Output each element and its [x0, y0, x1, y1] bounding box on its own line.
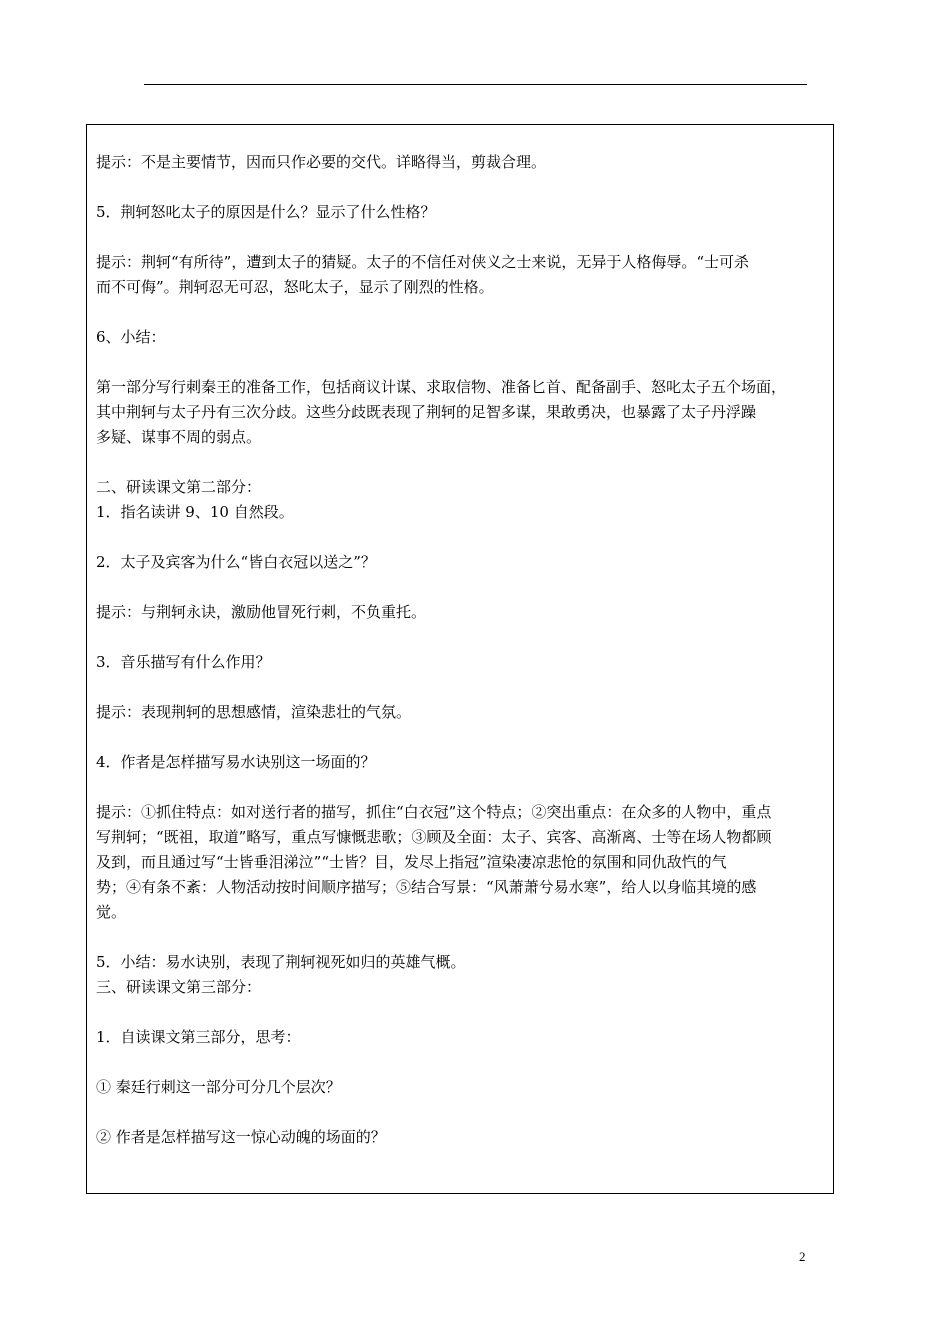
section-summary: 6、小结： [96, 328, 166, 346]
hint-text: 及到，而且通过写“士皆垂泪涕泣”“士皆？目，发尽上指冠”渲染凄凉悲怆的氛围和同仇敌忾的气 [96, 853, 727, 871]
question-2: 2．太子及宾客为什么“皆白衣冠以送之”？ [96, 553, 376, 571]
hint-text: 势；④有条不紊：人物活动按时间顺序描写；⑤结合写景：“风萧萧兮易水寒”，给人以身临其境的感 [96, 878, 757, 896]
section-heading: 三、研读课文第三部分： [96, 978, 262, 996]
hint-text: 而不可侮”。荆轲忍无可忍，怒叱太子，显示了刚烈的性格。 [96, 278, 494, 296]
page-number: 2 [799, 1249, 806, 1264]
header-rule [144, 84, 807, 85]
question-4: 4．作者是怎样描写易水诀别这一场面的？ [96, 753, 376, 771]
question-3: 3．音乐描写有什么作用？ [96, 653, 271, 671]
question-1: 1．自读课文第三部分，思考： [96, 1028, 301, 1046]
sub-question: ② 作者是怎样描写这一惊心动魄的场面的？ [96, 1128, 386, 1146]
hint-text: 写荆轲；“既祖，取道”略写，重点写慷慨悲歌；③顾及全面：太子、宾客、高渐离、士等在场人物都顾 [96, 828, 772, 846]
hint-text: 觉。 [96, 903, 127, 921]
hint-text: 提示：表现荆轲的思想感情，渲染悲壮的气氛。 [96, 703, 412, 721]
summary-paragraph: 第一部分写行刺秦王的准备工作，包括商议计谋、求取信物、准备匕首、配备副手、怒叱太子五个场面， [96, 378, 787, 396]
question-5: 5．荆轲怒叱太子的原因是什么？显示了什么性格？ [96, 203, 436, 221]
summary-paragraph: 其中荆轲与太子丹有三次分歧。这些分歧既表现了荆轲的足智多谋，果敢勇决，也暴露了太子丹浮躁 [96, 403, 757, 421]
question-1: 1．指名读讲 9、10 自然段。 [96, 503, 294, 521]
content-box [86, 124, 834, 1194]
hint-text: 提示：与荆轲永诀，激励他冒死行刺，不负重托。 [96, 603, 427, 621]
hint-text: 提示：不是主要情节，因而只作必要的交代。详略得当，剪裁合理。 [96, 153, 547, 171]
summary-line: 5．小结：易水诀别，表现了荆轲视死如归的英雄气概。 [96, 953, 466, 971]
hint-text: 提示：荆轲“有所待”，遭到太子的猜疑。太子的不信任对侠义之士来说，无异于人格侮辱。“士可杀 [96, 253, 750, 271]
hint-text: 提示：①抓住特点：如对送行者的描写，抓住“白衣冠”这个特点；②突出重点：在众多的人物中，重点 [96, 803, 772, 821]
sub-question: ① 秦廷行刺这一部分可分几个层次？ [96, 1078, 341, 1096]
section-heading: 二、研读课文第二部分： [96, 478, 262, 496]
summary-paragraph: 多疑、谋事不周的弱点。 [96, 428, 262, 446]
